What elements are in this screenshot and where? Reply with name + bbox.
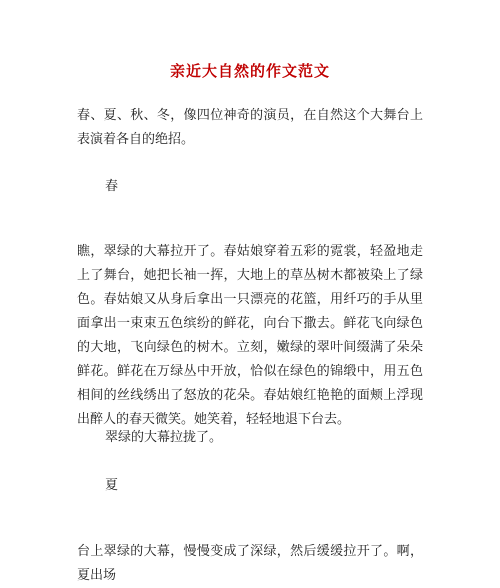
summer-heading: 夏 xyxy=(105,478,119,493)
summer-paragraph: 台上翠绿的大幕，慢慢变成了深绿，然后缓缓拉开了。啊，夏出场 xyxy=(77,544,423,583)
intro-paragraph: 春、夏、秋、冬，像四位神奇的演员，在自然这个大舞台上表演着各自的绝招。 xyxy=(77,108,423,147)
spring-closing-paragraph: 翠绿的大幕拉拢了。 xyxy=(105,430,223,445)
document-title: 亲近大自然的作文范文 xyxy=(169,62,330,80)
spring-heading: 春 xyxy=(105,179,119,194)
spring-paragraph: 瞧，翠绿的大幕拉开了。春姑娘穿着五彩的霓裳，轻盈地走上了舞台，她把长袖一挥，大地上的草丛树木都被染上了绿色。春姑娘又从身后拿出一只漂亮的花篮，用纤巧的手从里面拿出一束束五色缤纷的鲜花，向台下撒去。鲜花飞向绿色的大地，飞向绿色的树木。立刻，嫩绿的翠叶间缀满了朵朵鲜花。鲜花在万绿丛中开放，恰似在绿色的锦缎中，用五色相间的丝线绣出了怒放的花朵。春姑娘红艳艳的面颊上浮现出醉人的春天微笑。她笑着，轻轻地退下台去。 xyxy=(77,244,423,427)
